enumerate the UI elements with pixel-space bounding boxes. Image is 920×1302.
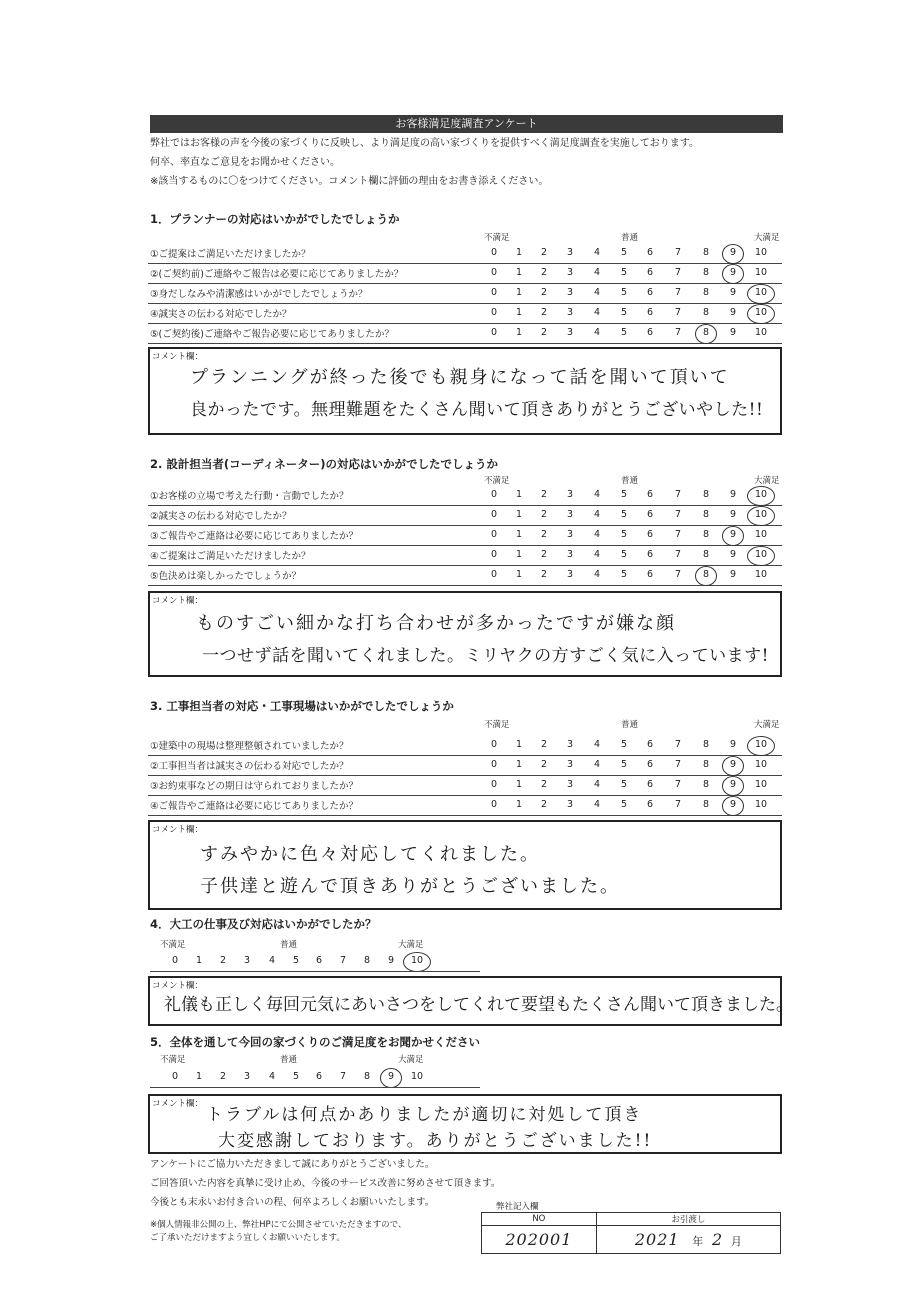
scale-number[interactable]: 0 xyxy=(171,955,179,966)
scale-number[interactable]: 4 xyxy=(593,739,601,750)
scale-number[interactable]: 10 xyxy=(754,799,768,810)
selected-rating-circle xyxy=(722,264,744,284)
scale-number[interactable]: 4 xyxy=(593,307,601,318)
scale-number[interactable]: 8 xyxy=(702,307,710,318)
handwritten-comment: 良かったです。無理難題をたくさん聞いて頂きありがとうございやした!! xyxy=(190,400,764,420)
selected-rating-circle xyxy=(747,486,775,506)
scale-number[interactable]: 9 xyxy=(387,1071,395,1082)
scale-number[interactable]: 1 xyxy=(515,489,523,500)
scale-number[interactable]: 2 xyxy=(540,739,548,750)
selected-rating-circle xyxy=(380,1068,402,1088)
scale-number[interactable]: 9 xyxy=(729,287,737,298)
scale-number[interactable]: 9 xyxy=(729,739,737,750)
scale-number[interactable]: 7 xyxy=(674,739,682,750)
scale-number[interactable]: 4 xyxy=(268,1071,276,1082)
scale-number[interactable]: 1 xyxy=(515,549,523,560)
scale-number[interactable]: 5 xyxy=(620,549,628,560)
section-2-title: 2. 設計担当者(コーディネーター)の対応はいかがでしたでしょうか xyxy=(150,457,498,471)
year-unit: 年 xyxy=(692,1235,704,1248)
scale-low-label: 不満足 xyxy=(484,233,510,243)
scale-number[interactable]: 6 xyxy=(646,287,654,298)
scale-number[interactable]: 8 xyxy=(702,759,710,770)
scale-number[interactable]: 10 xyxy=(754,739,768,750)
scale-number[interactable]: 6 xyxy=(315,955,323,966)
scale-mid-label: 普通 xyxy=(280,940,298,950)
scale-number[interactable]: 1 xyxy=(195,1071,203,1082)
scale-number[interactable]: 8 xyxy=(702,267,710,278)
scale-number[interactable]: 4 xyxy=(593,549,601,560)
section-4-title: 4．大工の仕事及び対応はいかがでしたか？ xyxy=(150,917,377,931)
scale-number[interactable]: 2 xyxy=(540,779,548,790)
footer-note-1: ※個人情報非公開の上、弊社HPにて公開させていただきますので、 xyxy=(150,1220,407,1230)
question-row xyxy=(148,283,782,304)
scale-number[interactable]: 5 xyxy=(620,489,628,500)
scale-number[interactable]: 1 xyxy=(515,739,523,750)
selected-rating-circle xyxy=(403,952,431,972)
scale-number[interactable]: 5 xyxy=(620,327,628,338)
scale-high-label: 大満足 xyxy=(398,1055,424,1065)
question-text: ⑤(ご契約後)ご連絡やご報告必要に応じてありましたか？ xyxy=(150,329,394,340)
scale-number[interactable]: 8 xyxy=(702,529,710,540)
scale-number[interactable]: 4 xyxy=(593,529,601,540)
scale-number[interactable]: 10 xyxy=(754,549,768,560)
scale-number[interactable]: 9 xyxy=(729,489,737,500)
scale-number[interactable]: 10 xyxy=(754,489,768,500)
question-text: ③ご報告やご連絡は必要に応じてありましたか？ xyxy=(150,531,359,542)
scale-number[interactable]: 3 xyxy=(566,759,574,770)
scale-number[interactable]: 1 xyxy=(515,529,523,540)
selected-rating-circle xyxy=(747,284,775,304)
scale-number[interactable]: 4 xyxy=(593,759,601,770)
scale-number[interactable]: 8 xyxy=(702,779,710,790)
scale-number[interactable]: 2 xyxy=(540,489,548,500)
scale-low-label: 不満足 xyxy=(160,940,186,950)
scale-number[interactable]: 10 xyxy=(754,509,768,520)
scale-number[interactable]: 7 xyxy=(674,779,682,790)
scale-number[interactable]: 1 xyxy=(515,307,523,318)
scale-number[interactable]: 1 xyxy=(515,569,523,580)
scale-number[interactable]: 3 xyxy=(243,955,251,966)
question-text: ①お客様の立場で考えた行動・言動でしたか？ xyxy=(150,491,349,502)
scale-number[interactable]: 5 xyxy=(620,799,628,810)
scale-number[interactable]: 8 xyxy=(702,739,710,750)
scale-number[interactable]: 9 xyxy=(729,327,737,338)
scale-number[interactable]: 1 xyxy=(515,327,523,338)
scale-number[interactable]: 10 xyxy=(754,327,768,338)
comment-label: コメント欄： xyxy=(152,825,204,835)
scale-mid-label: 普通 xyxy=(621,233,639,243)
question-row xyxy=(148,303,782,324)
scale-number[interactable]: 9 xyxy=(729,549,737,560)
scale-number[interactable]: 8 xyxy=(363,1071,371,1082)
selected-rating-circle xyxy=(695,324,717,344)
selected-rating-circle xyxy=(722,776,744,796)
scale-low-label: 不満足 xyxy=(484,476,510,486)
question-row xyxy=(148,795,782,816)
selected-rating-circle xyxy=(747,506,775,526)
scale-number[interactable]: 8 xyxy=(702,799,710,810)
scale-number[interactable]: 2 xyxy=(540,529,548,540)
scale-number[interactable]: 10 xyxy=(754,267,768,278)
scale-number[interactable]: 5 xyxy=(620,247,628,258)
scale-number[interactable]: 2 xyxy=(540,759,548,770)
scale-number[interactable]: 7 xyxy=(674,529,682,540)
scale-number[interactable]: 10 xyxy=(754,307,768,318)
scale-high-label: 大満足 xyxy=(754,476,780,486)
question-row xyxy=(148,775,782,796)
scale-number[interactable]: 2 xyxy=(540,287,548,298)
scale-number[interactable]: 3 xyxy=(566,489,574,500)
scale-low-label: 不満足 xyxy=(160,1055,186,1065)
scale-number[interactable]: 6 xyxy=(315,1071,323,1082)
scale-mid-label: 普通 xyxy=(621,720,639,730)
scale-number[interactable]: 7 xyxy=(339,1071,347,1082)
scale-number[interactable]: 9 xyxy=(729,529,737,540)
scale-number[interactable]: 6 xyxy=(646,799,654,810)
scale-number[interactable]: 7 xyxy=(674,569,682,580)
question-text: ②(ご契約前)ご連絡やご報告は必要に応じてありましたか？ xyxy=(150,269,404,280)
scale-mid-label: 普通 xyxy=(621,476,639,486)
scale-number[interactable]: 10 xyxy=(754,569,768,580)
month-unit: 月 xyxy=(730,1235,742,1248)
scale-number[interactable]: 3 xyxy=(566,287,574,298)
scale-number[interactable]: 5 xyxy=(292,955,300,966)
scale-number[interactable]: 7 xyxy=(674,549,682,560)
scale-number[interactable]: 6 xyxy=(646,569,654,580)
scale-number[interactable]: 1 xyxy=(515,779,523,790)
question-row xyxy=(148,565,782,586)
question-row xyxy=(148,323,782,344)
section-1-title: 1．プランナーの対応はいかがでしたでしょうか xyxy=(150,212,400,226)
scale-number[interactable]: 6 xyxy=(646,327,654,338)
scale-number[interactable]: 2 xyxy=(540,799,548,810)
section-3-title: 3. 工事担当者の対応・工事現場はいかがでしたでしょうか xyxy=(150,699,454,713)
scale-number[interactable]: 3 xyxy=(243,1071,251,1082)
scale-number[interactable]: 0 xyxy=(490,489,498,500)
scale-number[interactable]: 3 xyxy=(566,739,574,750)
scale-number[interactable]: 5 xyxy=(620,529,628,540)
scale-number[interactable]: 9 xyxy=(729,799,737,810)
scale-number[interactable]: 4 xyxy=(268,955,276,966)
scale-number[interactable]: 2 xyxy=(540,327,548,338)
selected-rating-circle xyxy=(722,526,744,546)
scale-number[interactable]: 8 xyxy=(702,509,710,520)
comment-box-3 xyxy=(148,820,782,910)
scale-number[interactable]: 9 xyxy=(729,509,737,520)
scale-number[interactable]: 5 xyxy=(620,287,628,298)
scale-number[interactable]: 1 xyxy=(515,759,523,770)
question-row xyxy=(148,525,782,546)
comment-label: コメント欄： xyxy=(152,352,204,362)
comment-label: コメント欄： xyxy=(152,1099,204,1109)
scale-number[interactable]: 0 xyxy=(490,739,498,750)
scale-underline xyxy=(150,971,480,972)
handover-year: 2021 xyxy=(634,1230,680,1249)
scale-number[interactable]: 0 xyxy=(490,327,498,338)
scale-number[interactable]: 3 xyxy=(566,799,574,810)
scale-number[interactable]: 2 xyxy=(540,307,548,318)
scale-number[interactable]: 9 xyxy=(729,569,737,580)
scale-number[interactable]: 0 xyxy=(490,307,498,318)
handwritten-comment: トラブルは何点かありましたが適切に対処して頂き xyxy=(206,1105,643,1125)
rating-scale-4 xyxy=(150,951,480,971)
office-use-label: 弊社記入欄 xyxy=(496,1202,539,1212)
question-row xyxy=(148,263,782,284)
scale-number[interactable]: 0 xyxy=(490,569,498,580)
question-text: ④誠実さの伝わる対応でしたか？ xyxy=(150,309,292,320)
scale-number[interactable]: 8 xyxy=(702,549,710,560)
scale-number[interactable]: 7 xyxy=(674,247,682,258)
scale-number[interactable]: 5 xyxy=(620,509,628,520)
scale-number[interactable]: 4 xyxy=(593,247,601,258)
handover-month: 2 xyxy=(711,1230,723,1249)
question-row xyxy=(148,505,782,526)
scale-number[interactable]: 6 xyxy=(646,489,654,500)
scale-number[interactable]: 4 xyxy=(593,799,601,810)
scale-number[interactable]: 10 xyxy=(410,1071,424,1082)
scale-number[interactable]: 7 xyxy=(339,955,347,966)
scale-number[interactable]: 6 xyxy=(646,759,654,770)
handwritten-comment: 一つせず話を聞いてくれました。ミリヤクの方すごく気に入っています! xyxy=(202,646,769,666)
scale-number[interactable]: 2 xyxy=(540,569,548,580)
scale-number[interactable]: 5 xyxy=(620,739,628,750)
scale-number[interactable]: 3 xyxy=(566,267,574,278)
scale-number[interactable]: 2 xyxy=(219,955,227,966)
no-value: 202001 xyxy=(505,1230,573,1249)
scale-number[interactable]: 5 xyxy=(292,1071,300,1082)
scale-number[interactable]: 0 xyxy=(490,549,498,560)
question-text: ③身だしなみや清潔感はいかがでしたでしょうか？ xyxy=(150,289,368,300)
footer-note-2: ご了承いただけますよう宜しくお願いいたします。 xyxy=(150,1233,345,1243)
question-text: ④ご提案はご満足いただけましたか？ xyxy=(150,551,311,562)
scale-number[interactable]: 3 xyxy=(566,509,574,520)
scale-number[interactable]: 10 xyxy=(410,955,424,966)
scale-number[interactable]: 5 xyxy=(620,759,628,770)
scale-number[interactable]: 10 xyxy=(754,247,768,258)
question-text: ⑤色決めは楽しかったでしょうか？ xyxy=(150,571,302,582)
scale-number[interactable]: 3 xyxy=(566,569,574,580)
survey-title: お客様満足度調査アンケート xyxy=(150,115,783,133)
scale-number[interactable]: 3 xyxy=(566,529,574,540)
scale-number[interactable]: 7 xyxy=(674,759,682,770)
scale-number[interactable]: 4 xyxy=(593,267,601,278)
comment-label: コメント欄： xyxy=(152,596,204,606)
handwritten-comment: 大変感謝しております。ありがとうございました!! xyxy=(218,1131,653,1151)
scale-number[interactable]: 8 xyxy=(702,327,710,338)
scale-number[interactable]: 5 xyxy=(620,267,628,278)
selected-rating-circle xyxy=(747,304,775,324)
handover-value-cell xyxy=(596,1226,780,1254)
scale-number[interactable]: 3 xyxy=(566,327,574,338)
question-text: ②工事担当者は誠実さの伝わる対応でしたか？ xyxy=(150,761,349,772)
scale-high-label: 大満足 xyxy=(754,720,780,730)
scale-number[interactable]: 4 xyxy=(593,287,601,298)
intro-line-1: 弊社ではお客様の声を今後の家づくりに反映し、より満足度の高い家づくりを提供すべく満足度調査を実施しております。 xyxy=(150,138,699,149)
scale-number[interactable]: 0 xyxy=(490,267,498,278)
office-use-table xyxy=(481,1212,781,1254)
scale-number[interactable]: 1 xyxy=(515,247,523,258)
handwritten-comment: プランニングが終った後でも親身になって話を聞いて頂いて xyxy=(190,367,730,388)
scale-number[interactable]: 0 xyxy=(171,1071,179,1082)
question-row xyxy=(148,545,782,566)
scale-number[interactable]: 0 xyxy=(490,529,498,540)
comment-box-4 xyxy=(148,976,793,1026)
footer-line-1: アンケートにご協力いただきまして誠にありがとうございました。 xyxy=(150,1159,435,1170)
intro-line-3: ※該当するものに〇をつけてください。コメント欄に評価の理由をお書き添えください。 xyxy=(150,176,549,187)
footer-line-2: ご回答頂いた内容を真摯に受け止め、今後のサービス改善に努めさせて頂きます。 xyxy=(150,1178,501,1189)
scale-number[interactable]: 8 xyxy=(702,247,710,258)
scale-number[interactable]: 4 xyxy=(593,569,601,580)
question-text: ④ご報告やご連絡は必要に応じてありましたか？ xyxy=(150,801,359,812)
scale-number[interactable]: 1 xyxy=(195,955,203,966)
scale-number[interactable]: 0 xyxy=(490,509,498,520)
scale-number[interactable]: 5 xyxy=(620,779,628,790)
scale-number[interactable]: 6 xyxy=(646,509,654,520)
scale-number[interactable]: 4 xyxy=(593,327,601,338)
selected-rating-circle xyxy=(747,546,775,566)
scale-number[interactable]: 10 xyxy=(754,529,768,540)
scale-number[interactable]: 7 xyxy=(674,307,682,318)
scale-number[interactable]: 7 xyxy=(674,799,682,810)
selected-rating-circle xyxy=(747,736,775,756)
scale-number[interactable]: 0 xyxy=(490,799,498,810)
scale-number[interactable]: 2 xyxy=(540,267,548,278)
selected-rating-circle xyxy=(722,756,744,776)
scale-number[interactable]: 0 xyxy=(490,287,498,298)
scale-number[interactable]: 1 xyxy=(515,799,523,810)
scale-number[interactable]: 9 xyxy=(729,267,737,278)
scale-number[interactable]: 2 xyxy=(540,509,548,520)
scale-number[interactable]: 3 xyxy=(566,779,574,790)
scale-number[interactable]: 2 xyxy=(540,549,548,560)
intro-line-2: 何卒、率直なご意見をお聞かせください。 xyxy=(150,157,340,168)
scale-number[interactable]: 7 xyxy=(674,509,682,520)
question-row xyxy=(148,735,782,756)
section-5-title: 5．全体を通して今回の家づくりのご満足度をお聞かせください xyxy=(150,1035,480,1049)
scale-number[interactable]: 6 xyxy=(646,549,654,560)
scale-number[interactable]: 8 xyxy=(702,287,710,298)
question-text: ③お約束事などの期日は守られておりましたか？ xyxy=(150,781,359,792)
selected-rating-circle xyxy=(722,244,744,264)
handwritten-comment: すみやかに色々対応してくれました。 xyxy=(200,844,540,865)
no-value-cell xyxy=(482,1226,597,1254)
scale-number[interactable]: 0 xyxy=(490,759,498,770)
question-row xyxy=(148,243,782,264)
scale-number[interactable]: 9 xyxy=(729,779,737,790)
comment-label: コメント欄： xyxy=(152,981,204,991)
scale-number[interactable]: 1 xyxy=(515,267,523,278)
question-text: ①ご提案はご満足いただけましたか？ xyxy=(150,249,311,260)
selected-rating-circle xyxy=(722,796,744,816)
scale-number[interactable]: 7 xyxy=(674,327,682,338)
scale-number[interactable]: 3 xyxy=(566,549,574,560)
scale-number[interactable]: 7 xyxy=(674,287,682,298)
question-text: ②誠実さの伝わる対応でしたか？ xyxy=(150,511,292,522)
question-row xyxy=(148,755,782,776)
scale-high-label: 大満足 xyxy=(398,940,424,950)
scale-number[interactable]: 4 xyxy=(593,509,601,520)
scale-number[interactable]: 1 xyxy=(515,287,523,298)
scale-number[interactable]: 3 xyxy=(566,247,574,258)
scale-number[interactable]: 4 xyxy=(593,779,601,790)
question-text: ①建築中の現場は整理整頓されていましたか？ xyxy=(150,741,349,752)
handwritten-comment: 子供達と遊んで頂きありがとうございました。 xyxy=(200,876,620,897)
handover-header: お引渡し xyxy=(596,1213,780,1226)
scale-number[interactable]: 0 xyxy=(490,247,498,258)
rating-scale-5 xyxy=(150,1067,480,1087)
handwritten-comment: 礼儀も正しく毎回元気にあいさつをしてくれて要望もたくさん聞いて頂きました。 xyxy=(164,995,793,1015)
scale-number[interactable]: 9 xyxy=(729,247,737,258)
scale-number[interactable]: 2 xyxy=(540,247,548,258)
scale-number[interactable]: 5 xyxy=(620,307,628,318)
scale-number[interactable]: 10 xyxy=(754,759,768,770)
scale-low-label: 不満足 xyxy=(484,720,510,730)
scale-number[interactable]: 3 xyxy=(566,307,574,318)
scale-number[interactable]: 5 xyxy=(620,569,628,580)
no-header: NO xyxy=(482,1213,597,1226)
scale-number[interactable]: 7 xyxy=(674,489,682,500)
scale-number[interactable]: 6 xyxy=(646,739,654,750)
scale-high-label: 大満足 xyxy=(754,233,780,243)
footer-line-3: 今後とも末永いお付き合いの程、何卒よろしくお願いいたします。 xyxy=(150,1197,435,1208)
scale-number[interactable]: 9 xyxy=(729,759,737,770)
comment-box-5 xyxy=(148,1094,782,1154)
scale-number[interactable]: 6 xyxy=(646,779,654,790)
scale-number[interactable]: 8 xyxy=(702,489,710,500)
scale-number[interactable]: 6 xyxy=(646,529,654,540)
scale-underline xyxy=(150,1087,480,1088)
scale-number[interactable]: 2 xyxy=(219,1071,227,1082)
comment-box-1 xyxy=(148,347,782,435)
scale-number[interactable]: 6 xyxy=(646,267,654,278)
question-row xyxy=(148,485,782,506)
scale-number[interactable]: 8 xyxy=(363,955,371,966)
scale-number[interactable]: 1 xyxy=(515,509,523,520)
scale-number[interactable]: 10 xyxy=(754,779,768,790)
scale-number[interactable]: 0 xyxy=(490,779,498,790)
selected-rating-circle xyxy=(695,566,717,586)
scale-mid-label: 普通 xyxy=(280,1055,298,1065)
scale-number[interactable]: 9 xyxy=(387,955,395,966)
scale-number[interactable]: 10 xyxy=(754,287,768,298)
scale-number[interactable]: 6 xyxy=(646,247,654,258)
scale-number[interactable]: 6 xyxy=(646,307,654,318)
handwritten-comment: ものすごい細かな打ち合わせが多かったですが嫌な顔 xyxy=(196,613,676,634)
scale-number[interactable]: 4 xyxy=(593,489,601,500)
scale-number[interactable]: 7 xyxy=(674,267,682,278)
scale-number[interactable]: 8 xyxy=(702,569,710,580)
comment-box-2 xyxy=(148,591,782,677)
scale-number[interactable]: 9 xyxy=(729,307,737,318)
